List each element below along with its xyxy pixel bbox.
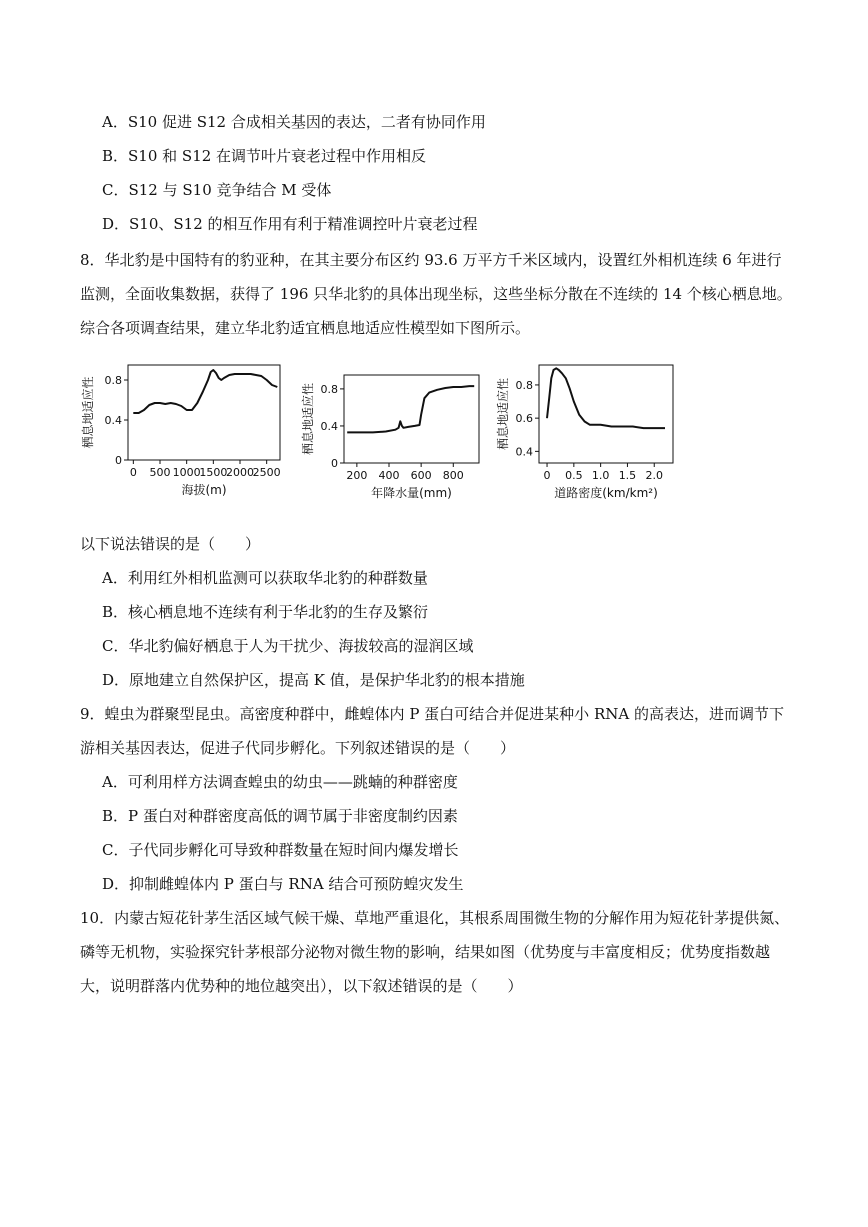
q8-option-d: D．原地建立自然保护区，提高 K 值，是保护华北豹的根本措施 bbox=[102, 671, 525, 689]
y-axis-label: 栖息地适应性 bbox=[81, 376, 95, 449]
q7-option-b: B．S10 和 S12 在调节叶片衰老过程中作用相反 bbox=[102, 147, 427, 165]
plot-frame bbox=[539, 365, 673, 463]
chart-altitude-svg bbox=[80, 355, 295, 515]
q9-option-d: D．抑制雌蝗体内 P 蛋白与 RNA 结合可预防蝗灾发生 bbox=[102, 875, 464, 893]
q9-option-a: A．可利用样方法调查蝗虫的幼虫——跳蝻的种群密度 bbox=[102, 773, 458, 791]
x-tick-label: 1.5 bbox=[618, 469, 637, 482]
y-axis-label: 栖息地适应性 bbox=[301, 382, 315, 456]
y-tick-label: 0.6 bbox=[515, 412, 533, 426]
q10-stem-line-1: 10．内蒙古短花针茅生活区域气候干燥、草地严重退化，其根系周围微生物的分解作用为短花针茅提供氮、 bbox=[80, 909, 790, 927]
q8-option-b: B．核心栖息地不连续有利于华北豹的生存及繁衍 bbox=[102, 603, 429, 621]
x-tick-label: 0.5 bbox=[565, 469, 583, 482]
q7-option-c: C．S12 与 S10 竞争结合 M 受体 bbox=[102, 181, 332, 199]
x-tick-label: 0 bbox=[543, 469, 551, 482]
y-tick-label: 0 bbox=[115, 454, 122, 467]
x-tick-label: 600 bbox=[410, 469, 432, 482]
series-line bbox=[133, 370, 277, 413]
y-tick-label: 0.4 bbox=[104, 414, 122, 427]
x-axis-label: 年降水量(mm) bbox=[371, 486, 452, 500]
x-tick-label: 200 bbox=[346, 469, 368, 482]
x-tick-label: 0 bbox=[129, 466, 137, 479]
q9-stem-line-1: 9．蝗虫为群聚型昆虫。高密度种群中，雌蝗体内 P 蛋白可结合并促进某种小 RNA 的高表达，进而调节下 bbox=[80, 705, 784, 723]
y-axis-label: 栖息地适应性 bbox=[496, 377, 510, 451]
q8-stem-line-1: 8．华北豹是中国特有的豹亚种，在其主要分布区约 93.6 万平方千米区域内，设置红外相机连续 6 年进行 bbox=[80, 251, 782, 269]
q8-option-a: A．利用红外相机监测可以获取华北豹的种群数量 bbox=[102, 569, 428, 587]
q7-option-d: D．S10、S12 的相互作用有利于精准调控叶片衰老过程 bbox=[102, 215, 478, 233]
series-line bbox=[547, 368, 665, 428]
plot-frame bbox=[344, 375, 479, 463]
chart-precipitation bbox=[300, 355, 485, 515]
q8-stem-line-2: 监测，全面收集数据，获得了 196 只华北豹的具体出现坐标，这些坐标分散在不连续的 14 个核心栖息地。 bbox=[80, 285, 792, 303]
x-tick-label: 2500 bbox=[252, 466, 281, 479]
q10-stem-line-3: 大，说明群落内优势种的地位越突出），以下叙述错误的是（ ） bbox=[80, 977, 523, 995]
q9-option-c: C．子代同步孵化可导致种群数量在短时间内爆发增长 bbox=[102, 841, 459, 859]
y-tick-label: 0.4 bbox=[320, 419, 338, 433]
x-axis-label: 道路密度(km/km²) bbox=[554, 486, 658, 500]
y-tick-label: 0 bbox=[331, 457, 338, 470]
x-axis-label: 海拔(m) bbox=[181, 483, 227, 497]
q10-stem-line-2: 磷等无机物，实验探究针茅根部分泌物对微生物的影响，结果如图（优势度与丰富度相反；优势度指数越 bbox=[80, 943, 771, 961]
x-tick-label: 400 bbox=[378, 469, 400, 482]
q8-stem-line-3: 综合各项调查结果，建立华北豹适宜栖息地适应性模型如下图所示。 bbox=[80, 319, 531, 337]
chart-altitude bbox=[80, 355, 295, 515]
y-tick-label: 0.8 bbox=[104, 374, 122, 387]
x-tick-label: 2000 bbox=[226, 466, 254, 479]
chart-precipitation-svg bbox=[300, 355, 485, 515]
plot-frame bbox=[128, 365, 280, 460]
x-tick-label: 800 bbox=[442, 469, 464, 482]
x-tick-label: 1000 bbox=[172, 466, 201, 479]
q7-option-a: A．S10 促进 S12 合成相关基因的表达，二者有协同作用 bbox=[102, 113, 486, 131]
q9-option-b: B．P 蛋白对种群密度高低的调节属于非密度制约因素 bbox=[102, 807, 458, 825]
x-tick-label: 1.0 bbox=[591, 469, 610, 482]
chart-road-density-svg bbox=[495, 355, 690, 515]
x-tick-label: 1500 bbox=[199, 466, 228, 479]
q9-stem-line-2: 游相关基因表达，促进子代同步孵化。下列叙述错误的是（ ） bbox=[80, 739, 516, 757]
q8-option-c: C．华北豹偏好栖息于人为干扰少、海拔较高的湿润区域 bbox=[102, 637, 474, 655]
chart-road-density bbox=[495, 355, 690, 515]
x-tick-label: 500 bbox=[149, 466, 171, 479]
x-tick-label: 2.0 bbox=[645, 469, 663, 482]
y-tick-label: 0.8 bbox=[320, 382, 338, 396]
y-tick-label: 0.4 bbox=[515, 445, 533, 459]
series-line bbox=[347, 386, 474, 432]
q8-question: 以下说法错误的是（ ） bbox=[80, 535, 261, 553]
y-tick-label: 0.8 bbox=[515, 378, 533, 392]
